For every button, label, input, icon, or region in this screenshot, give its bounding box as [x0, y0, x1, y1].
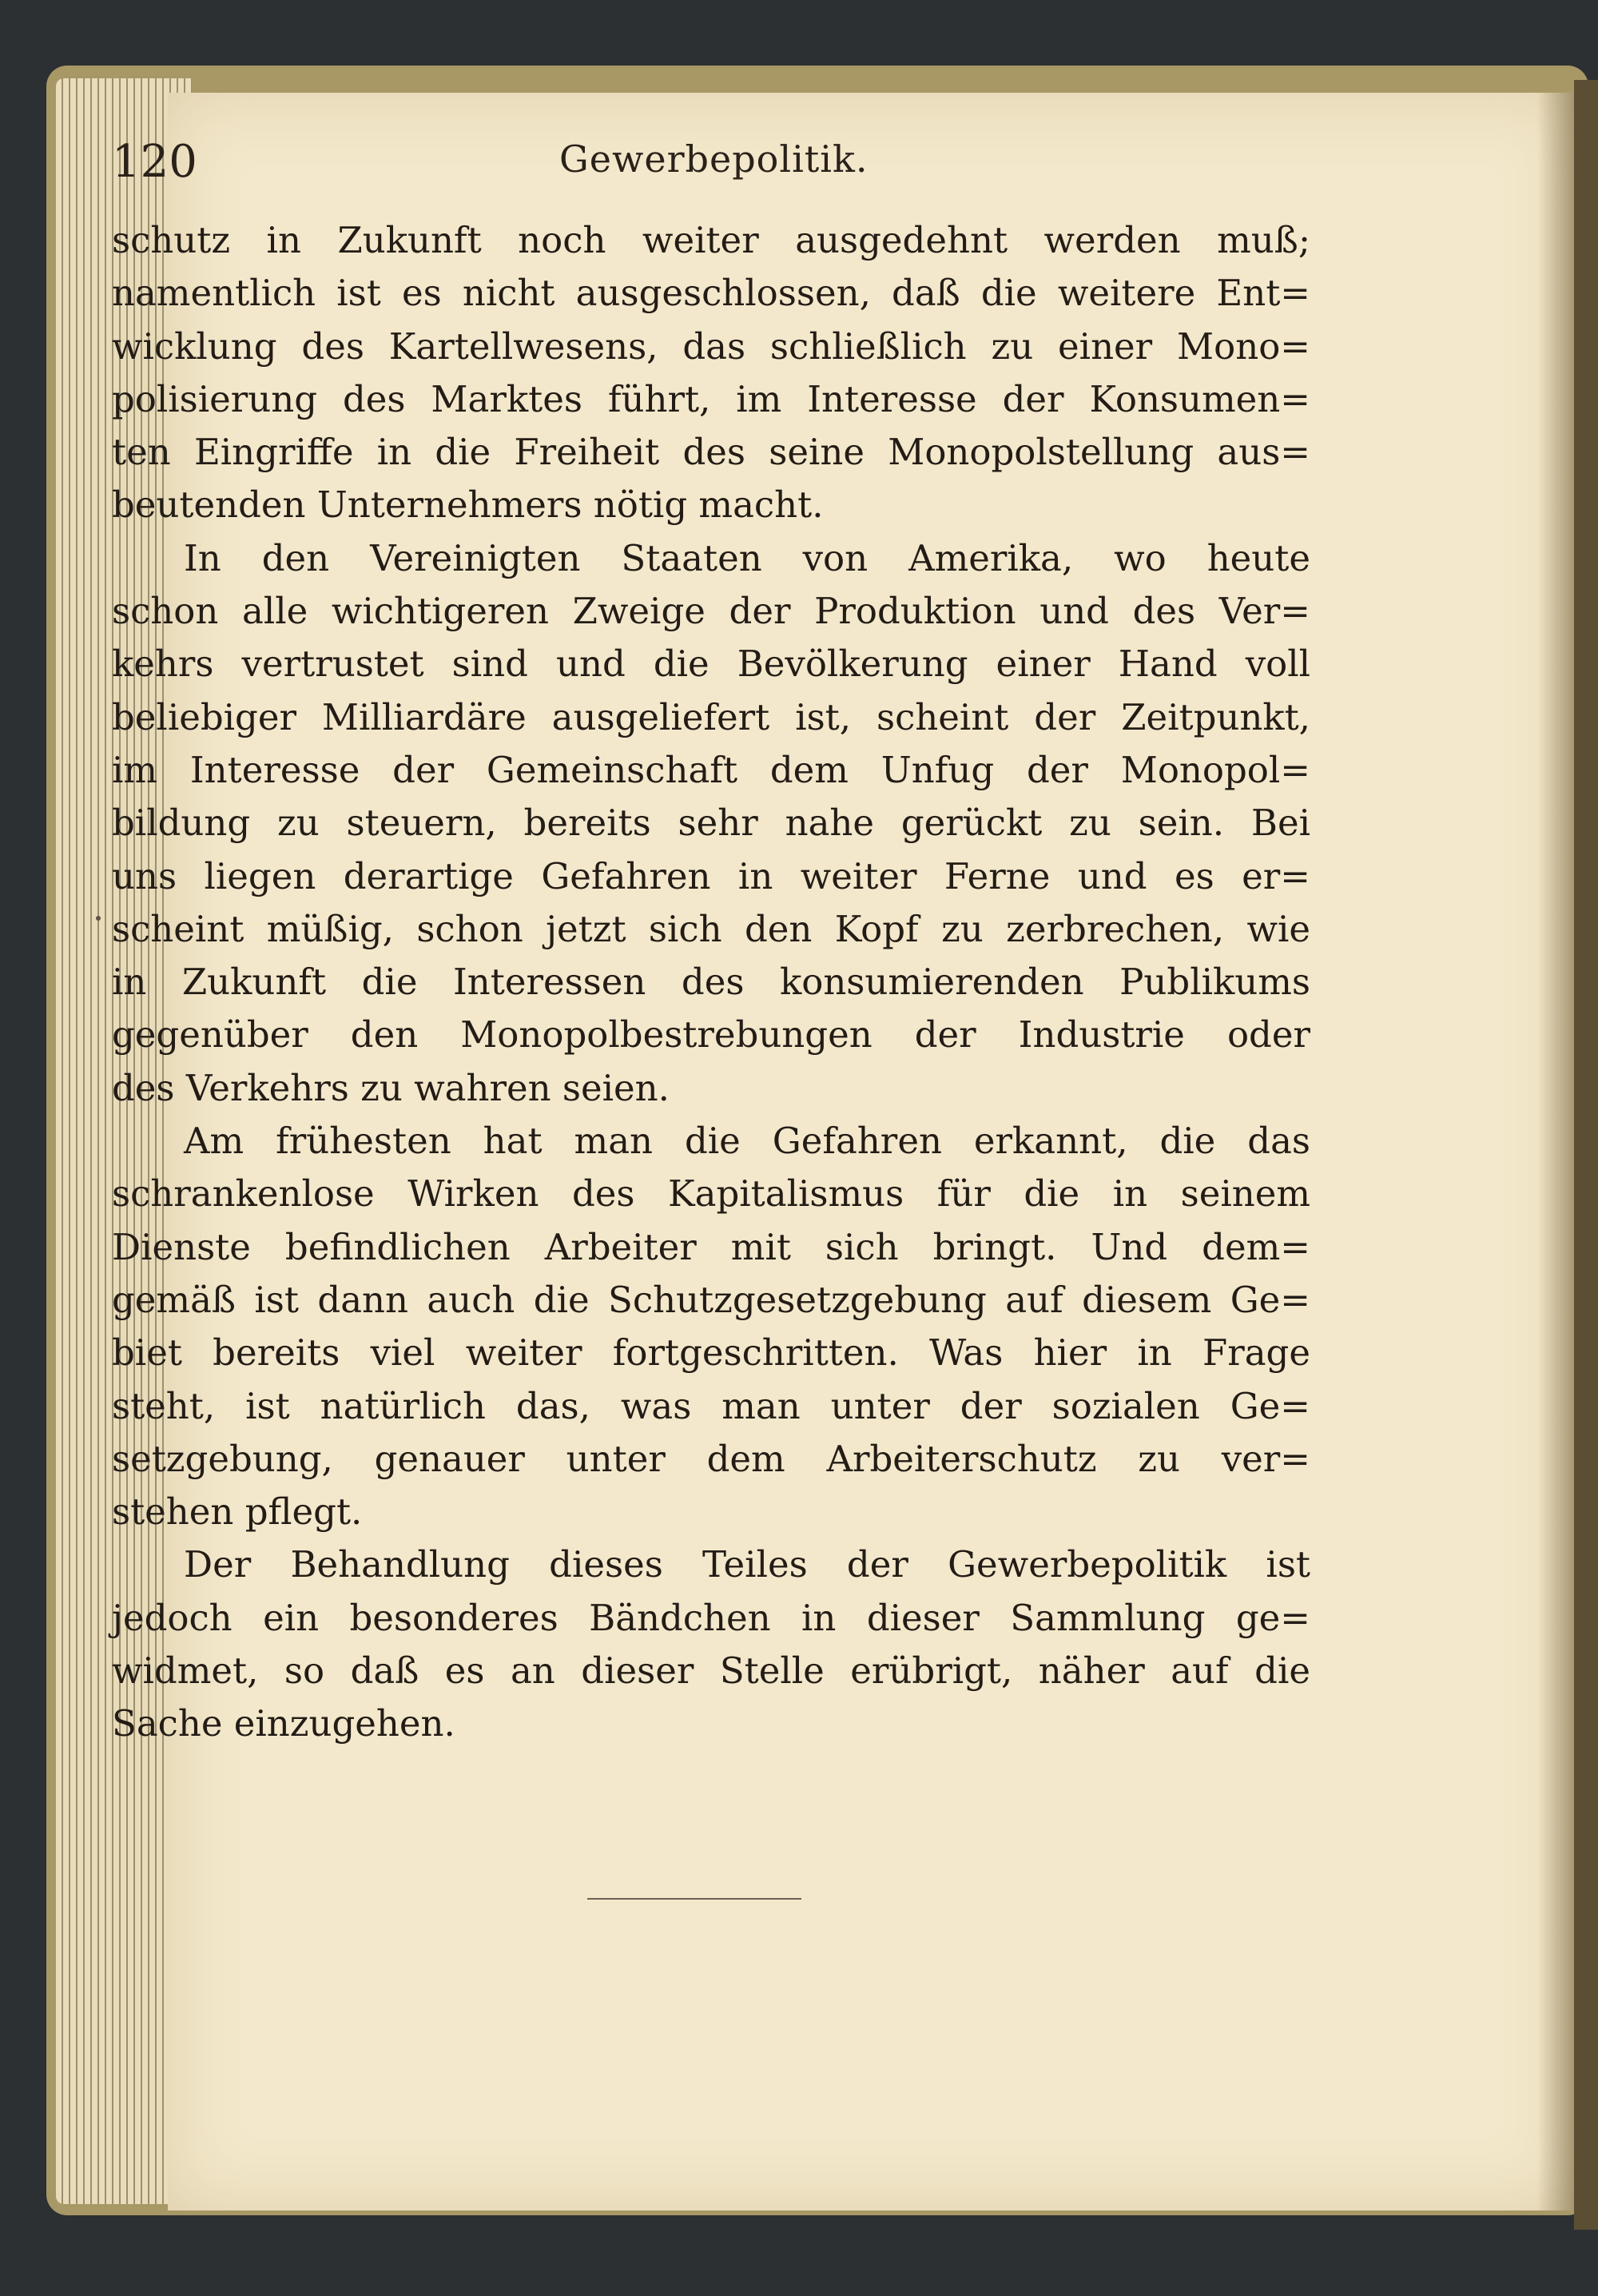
section-end-rule: [587, 1898, 801, 1900]
text-line: in Zukunft die Interessen des konsumierenden Publikums: [112, 961, 1310, 1004]
text-line: kehrs vertrustet sind und die Bevölkerung einer Hand voll: [112, 643, 1310, 686]
text-line: beliebiger Milliardäre ausgeliefert ist, scheint der Zeitpunkt,: [112, 695, 1310, 738]
text-line: gemäß ist dann auch die Schutzgesetzgebung auf diesem Ge=: [112, 1278, 1310, 1321]
text-line: stehen pflegt.: [112, 1490, 363, 1534]
text-line: scheint müßig, schon jetzt sich den Kopf zu zerbrechen, wie: [112, 907, 1310, 950]
page-number: 120: [112, 136, 197, 188]
text-line: steht, ist natürlich das, was man unter der sozialen Ge=: [112, 1384, 1310, 1427]
text-line: schutz in Zukunft noch weiter ausgedehnt werden muß;: [112, 219, 1310, 261]
page-gutter-shadow: [1537, 93, 1574, 2210]
text-line: ten Eingriffe in die Freiheit des seine Monopolstellung aus=: [112, 431, 1310, 474]
text-line: Sache einzugehen.: [112, 1702, 455, 1745]
text-line: widmet, so daß es an dieser Stelle erübrigt, näher auf die: [112, 1649, 1310, 1693]
text-line: bildung zu steuern, bereits sehr nahe gerückt zu sein. Bei: [112, 802, 1310, 845]
text-line: Am frühesten hat man die Gefahren erkannt, die das: [184, 1120, 1310, 1163]
text-line: uns liegen derartige Gefahren in weiter Ferne und es er=: [112, 854, 1310, 897]
text-line: Der Behandlung dieses Teiles der Gewerbepolitik ist: [184, 1543, 1310, 1586]
text-line: schon alle wichtigeren Zweige der Produktion und des Ver=: [112, 590, 1310, 633]
text-line: namentlich ist es nicht ausgeschlossen, daß die weitere Ent=: [112, 272, 1310, 315]
text-line: beutenden Unternehmers nötig macht.: [112, 483, 824, 527]
text-line: gegenüber den Monopolbestrebungen der Industrie oder: [112, 1013, 1310, 1056]
running-title: Gewerbepolitik.: [559, 137, 869, 181]
text-line: wicklung des Kartellwesens, das schließlich zu einer Mono=: [112, 324, 1310, 368]
text-line: des Verkehrs zu wahren seien.: [112, 1066, 670, 1109]
text-line: biet bereits viel weiter fortgeschritten. Was hier in Frage: [112, 1331, 1310, 1375]
text-line: jedoch ein besonderes Bändchen in dieser Sammlung ge=: [112, 1596, 1310, 1639]
text-line: im Interesse der Gemeinschaft dem Unfug der Monopol=: [112, 748, 1310, 791]
text-line: setzgebung, genauer unter dem Arbeiterschutz zu ver=: [112, 1437, 1310, 1480]
margin-dot: [96, 916, 101, 921]
body-text: [112, 214, 1310, 1751]
text-line: In den Vereinigten Staaten von Amerika, wo heute: [184, 536, 1310, 579]
text-line: schrankenlose Wirken des Kapitalismus für die in seinem: [112, 1172, 1310, 1216]
book-spine: [1574, 80, 1598, 2230]
text-line: polisierung des Marktes führt, im Interesse der Konsumen=: [112, 377, 1310, 420]
text-line: Dienste befindlichen Arbeiter mit sich bringt. Und dem=: [112, 1225, 1310, 1268]
